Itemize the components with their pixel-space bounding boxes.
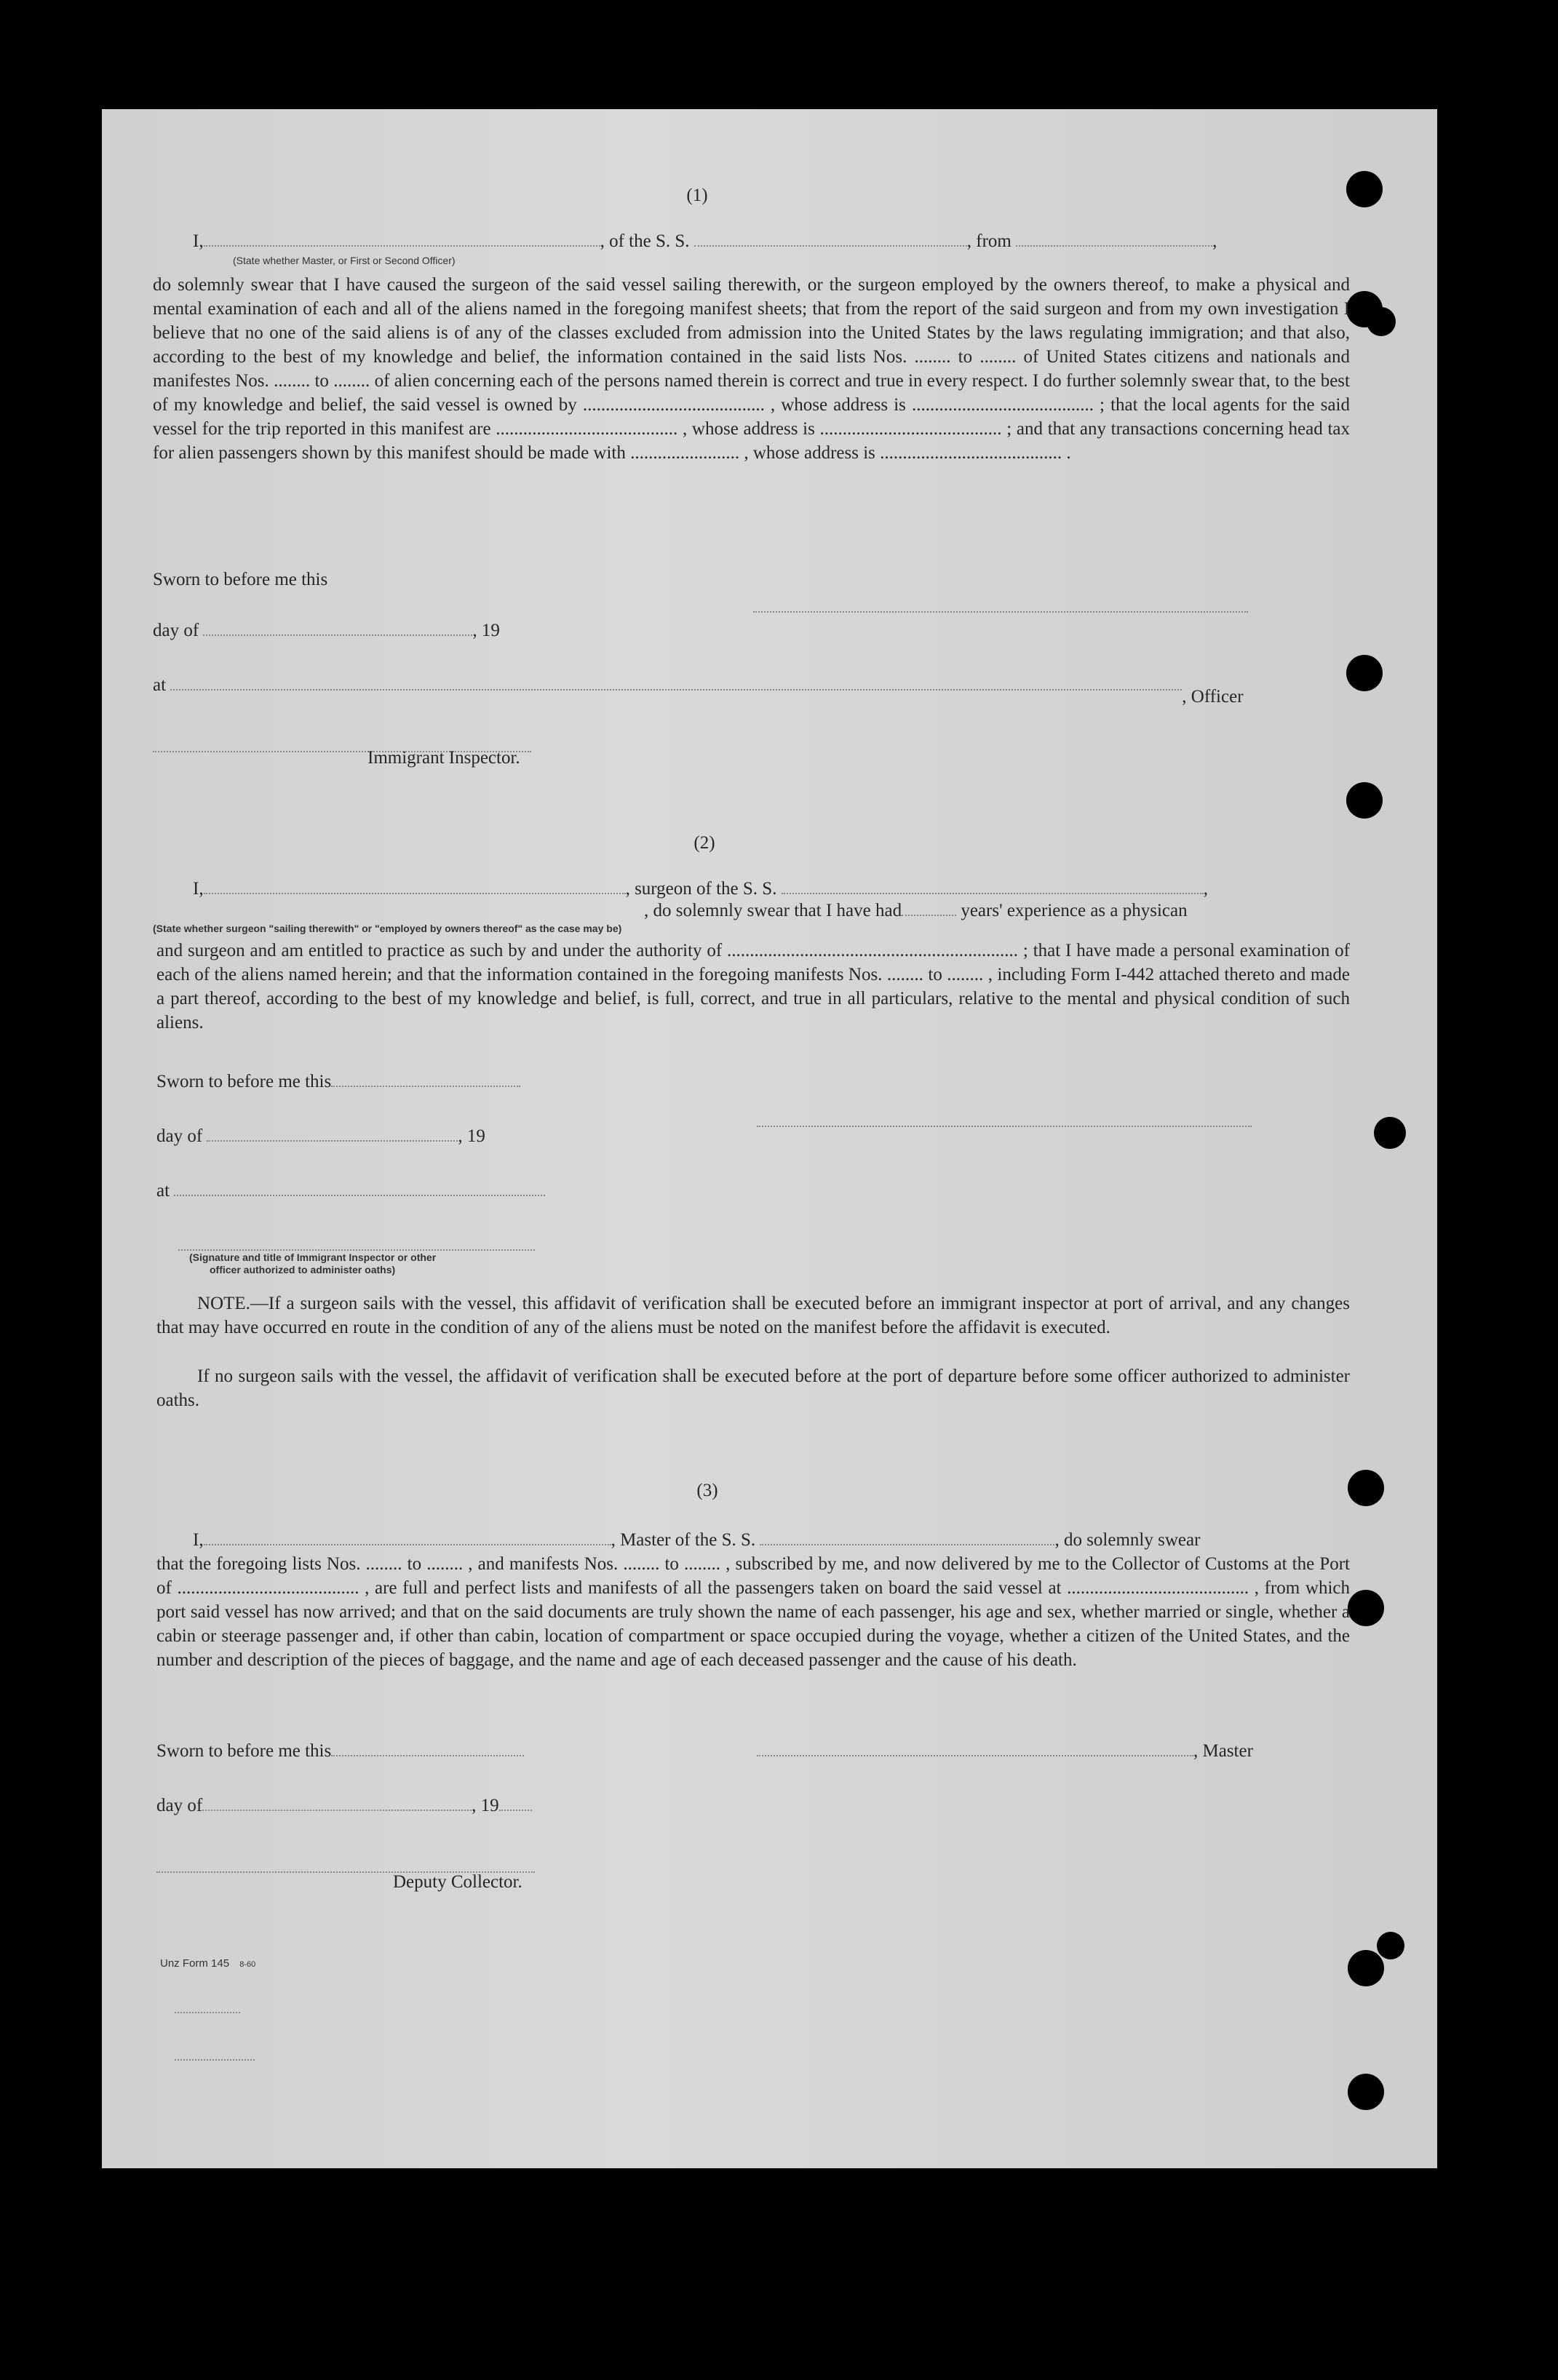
punch-hole [1367, 307, 1396, 336]
year-label: , 19 [458, 1126, 485, 1146]
note-paragraph-2: If no surgeon sails with the vessel, the affidavit of verification shall be executed before at the port of departure before some officer authorized to administer oaths. [156, 1366, 1350, 1410]
sworn-label: Sworn to before me this [156, 1741, 332, 1761]
year-label: , 19 [472, 1796, 499, 1815]
section-1-sworn: Sworn to before me this [153, 570, 328, 589]
of-ss-label: , of the S. S. [600, 231, 690, 251]
immigrant-inspector-label: Immigrant Inspector. [367, 748, 520, 768]
punch-hole [1346, 655, 1383, 691]
section-3-master-line [757, 1739, 1253, 1763]
section-3-sworn [156, 1739, 524, 1763]
at-field[interactable] [174, 1179, 545, 1196]
punch-hole [1348, 1950, 1384, 1986]
section-2-signature-line[interactable] [757, 1110, 1252, 1127]
punch-hole [1346, 782, 1383, 819]
i-label: I, [193, 1530, 204, 1550]
section-3-body: that the foregoing lists Nos. ........ to ........ , and manifests Nos. ........ to ........ , subscribed by me, and now delivered by me to the Collector of Customs at the Port of ........................................ , are full and perfect lists and manifests of all the passengers taken on board the said vessel at ........................................ , from which port said vessel has now arrived; and that on the said documents are truly shown the name of each passenger, his age and sex, whether married or single, whether a cabin or steerage passenger and, if other than cabin, location of compartment or space occupied during the voyage, whether a citizen of the United States, and the number and description of the pieces of baggage, and the name and age of each deceased passenger and the cause of his death. [156, 1554, 1350, 1670]
form-code: 8-60 [239, 1960, 256, 1969]
note-paragraph: NOTE.—If a surgeon sails with the vessel, this affidavit of verification shall be executed before an immigrant inspector at port of arrival, and any changes that may have occurred en route in the condition of any of the aliens must be noted on the manifest before the affidavit is executed. [156, 1294, 1350, 1337]
signature-caption-line-2: officer authorized to administer oaths) [210, 1264, 396, 1275]
form-number [160, 1957, 255, 1970]
at-label: at [156, 1181, 170, 1201]
i-label: I, [193, 879, 204, 899]
sworn-label: Sworn to before me this [156, 1072, 332, 1091]
punch-hole [1377, 1932, 1404, 1959]
section-2-number: (2) [693, 833, 715, 853]
signature-caption-line-1: (Signature and title of Immigrant Inspector or other [189, 1251, 437, 1263]
surgeon-caption: (State whether surgeon "sailing therewith" or "employed by owners thereof" as the case may be) [153, 923, 622, 934]
section-2-inspector-line[interactable] [178, 1233, 535, 1251]
section-2-body: and surgeon and am entitled to practice as such by and under the authority of ................................................................ ; that I have made a personal examination of each of the aliens named herein; and that the information contained in the foregoing manifests Nos. ........ to ........ , including Form I-442 attached thereto and made a part thereof, according to the best of my knowledge and belief, is full, correct, and true in all particulars, relative to the mental and physical condition of such aliens. [156, 941, 1350, 1032]
surgeon-name-field[interactable] [204, 877, 626, 894]
day-of-field[interactable] [203, 618, 472, 636]
section-1-day-line [153, 618, 500, 642]
day-of-label: day of [156, 1796, 203, 1815]
day-of-label: day of [153, 621, 199, 640]
section-3-first-line [193, 1528, 1200, 1552]
section-1-at-line [153, 673, 1244, 707]
officer-label: , Officer [1182, 687, 1244, 707]
section-1-number: (1) [686, 186, 708, 205]
at-field[interactable] [170, 673, 1182, 690]
deputy-collector-label: Deputy Collector. [393, 1872, 522, 1892]
footer-mark [175, 2005, 240, 2013]
solemnly-label: , do solemnly swear that I have had [644, 901, 902, 920]
sworn-date-field[interactable] [331, 1739, 524, 1756]
section-3-number: (3) [696, 1481, 718, 1500]
i-label: I, [193, 231, 204, 251]
section-2-first-line: I, , surgeon of the S. S. , [193, 877, 1208, 901]
form-page [102, 109, 1437, 2168]
day-of-field[interactable] [202, 1794, 472, 1811]
years-field[interactable] [902, 899, 956, 916]
punch-hole [1374, 1117, 1406, 1149]
punch-hole [1348, 2074, 1384, 2110]
solemnly-label: , do solemnly swear [1054, 1530, 1201, 1550]
vessel-name-field[interactable] [760, 1528, 1054, 1545]
years-label: years' experience as a physican [961, 901, 1188, 920]
year-field[interactable] [499, 1794, 532, 1811]
section-2-second-line [644, 899, 1188, 923]
section-3-day-line [156, 1794, 532, 1818]
at-label: at [153, 675, 167, 695]
vessel-name-field[interactable] [782, 877, 1204, 894]
master-name-field[interactable] [204, 1528, 611, 1545]
sworn-date-field[interactable] [331, 1070, 520, 1087]
officer-title-field[interactable] [204, 229, 600, 247]
form-label: Unz Form 145 [160, 1957, 230, 1970]
master-of-label: , Master of the S. S. [611, 1530, 756, 1550]
section-2-sworn [156, 1070, 520, 1094]
master-label: , Master [1193, 1741, 1253, 1761]
from-label: , from [966, 231, 1011, 251]
surgeon-of-label: , surgeon of the S. S. [625, 879, 777, 899]
punch-hole [1348, 1470, 1384, 1506]
footer-mark [175, 2052, 255, 2061]
master-signature-field[interactable] [757, 1739, 1193, 1756]
from-port-field[interactable] [1016, 229, 1212, 247]
day-of-label: day of [156, 1126, 203, 1146]
section-1-body: do solemnly swear that I have caused the surgeon of the said vessel sailing therewith, or the surgeon employed by the owners thereof, to make a physical and mental examination of each and all of the aliens named in the foregoing manifest sheets; that from the report of the said surgeon and from my own investigation I believe that no one of the said aliens is of any of the classes excluded from admission into the United States by the laws regulating immigration; and that also, according to the best of my knowledge and belief, the information contained in the said lists Nos. ........ to ........ of United States citizens and nationals and manifestes Nos. ........ to ........ of alien concerning each of the persons named therein is correct and true in every respect. I do further solemnly swear that, to the best of my knowledge and belief, the said vessel is owned by ........................................ , whose address is ........................................ ; that the local agents for the said vessel for the trip reported in this manifest are ........................................ , whose address is ........................................ ; and that any transactions concerning head tax for alien passengers shown by this manifest should be made with ........................ , whose address is ........................................ . [153, 275, 1350, 463]
section-2-at-line [156, 1179, 545, 1203]
punch-hole [1348, 1590, 1384, 1626]
day-of-field[interactable] [207, 1124, 458, 1142]
year-label: , 19 [472, 621, 500, 640]
section-1-first-line: I, , of the S. S. , from , [193, 229, 1217, 253]
punch-hole [1346, 171, 1383, 207]
section-2-day-line [156, 1124, 485, 1148]
officer-caption: (State whether Master, or First or Second Officer) [233, 255, 456, 266]
vessel-name-field[interactable] [694, 229, 967, 247]
section-1-signature-line[interactable] [753, 595, 1248, 613]
